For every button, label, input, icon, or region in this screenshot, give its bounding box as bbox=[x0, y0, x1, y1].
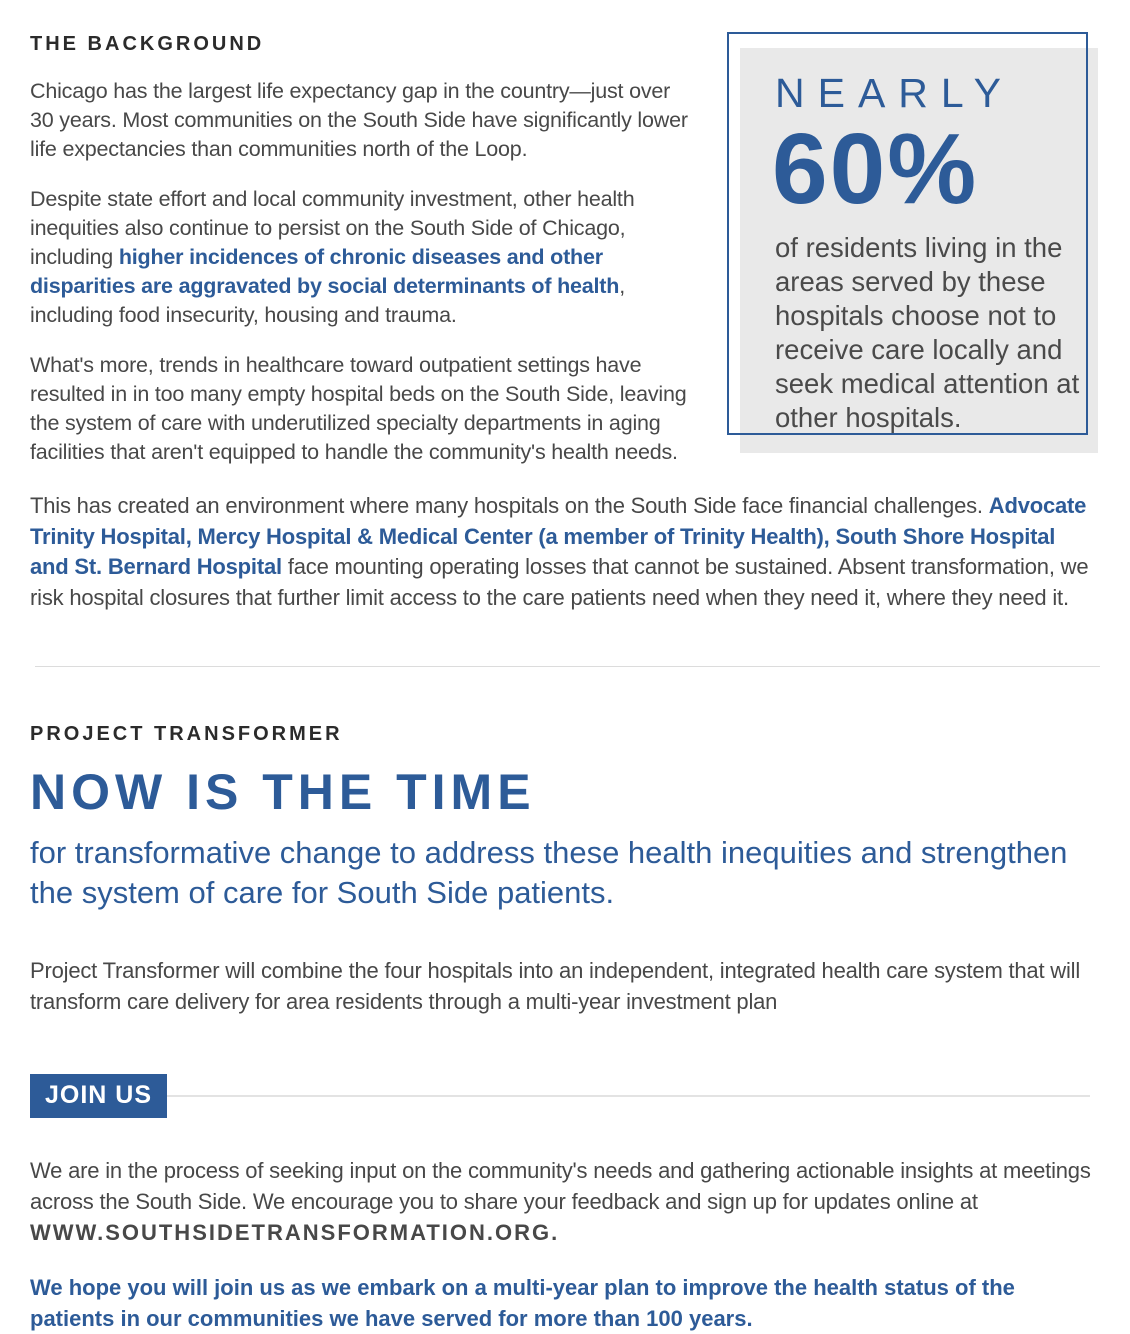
background-paragraph-1: Chicago has the largest life expectancy gap in the country—just over 30 years. Most communities on the South Side have significantly lower life expectancies than communities north of the Loop. bbox=[30, 79, 688, 161]
stat-kicker: NEARLY bbox=[775, 70, 1015, 116]
hospitals-paragraph: This has created an environment where many hospitals on the South Side face financial challenges. Advocate Trinity Hospital, Mercy Hospital & Medical Center (a member of Trinity Health), South Shore Hospital and St. Bernard Hospital face mounting operating losses that cannot be sustained. Absent transformation, we risk hospital closures that further limit access to the care patients need when they need it, where they need it. bbox=[30, 493, 1089, 610]
transformer-subhead: for transformative change to address these health inequities and strengthen the system of care for South Side patients. bbox=[30, 835, 1068, 910]
section-divider bbox=[35, 666, 1100, 667]
background-heading: THE BACKGROUND bbox=[30, 33, 265, 55]
stat-callout-frame bbox=[727, 32, 1088, 435]
transformer-body-paragraph: Project Transformer will combine the four hospitals into an independent, integrated health care system that will transform care delivery for area residents through a multi-year investment plan bbox=[30, 958, 1081, 1014]
project-transformer-eyebrow: PROJECT TRANSFORMER bbox=[30, 723, 343, 745]
background-section bbox=[30, 25, 1100, 467]
join-us-badge: JOIN US bbox=[30, 1074, 167, 1118]
join-us-paragraph: We are in the process of seeking input on the community's needs and gathering actionable insights at meetings across the South Side. We encourage you to share your feedback and sign up for updates online at WWW.SOUTHSIDETRANSFORMATION.ORG. bbox=[30, 1158, 1091, 1245]
stat-description: of residents living in the areas served by these hospitals choose not to receive care locally and seek medical attention at other hospitals. bbox=[775, 232, 1080, 433]
background-text-column bbox=[30, 25, 697, 467]
stat-value: 60% bbox=[772, 113, 979, 225]
project-transformer-section bbox=[30, 723, 1100, 1017]
join-us-rule bbox=[167, 1095, 1090, 1097]
join-us-header bbox=[30, 1074, 1090, 1118]
now-is-the-time-headline: NOW IS THE TIME bbox=[30, 764, 536, 820]
stat-callout-box bbox=[727, 32, 1100, 456]
closing-paragraph: We hope you will join us as we embark on a multi-year plan to improve the health status of the patients in our communities we have served for more than 100 years. bbox=[30, 1275, 1015, 1331]
background-paragraph-3: What's more, trends in healthcare toward outpatient settings have resulted in in too many empty hospital beds on the South Side, leaving the system of care with underutilized specialty departments in aging facilities that aren't equipped to handle the community's health needs. bbox=[30, 353, 687, 464]
background-paragraph-2: Despite state effort and local community investment, other health inequities also continue to persist on the South Side of Chicago, including higher incidences of chronic diseases and other disparities are aggravated by social determinants of health, including food insecurity, housing and trauma. bbox=[30, 187, 635, 327]
join-us-section bbox=[30, 1074, 1100, 1334]
